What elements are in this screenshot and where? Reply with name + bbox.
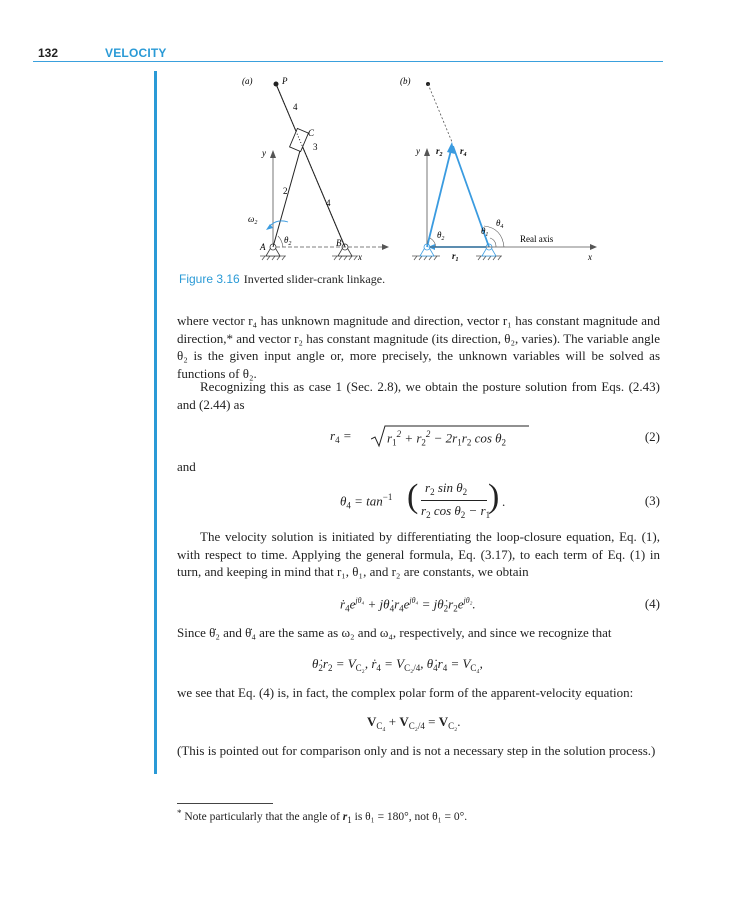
panel-a [242,76,389,262]
theta2-a-label: $\theta_2$ [284,235,292,247]
extension-line [428,84,452,142]
omega-label: $\omega_2$ [248,214,258,226]
panel-a-label: (a) [242,76,253,86]
eq-number-3: (3) [644,493,660,508]
panel-b-label: (b) [400,76,411,86]
header-rule [33,61,663,62]
margin-bar [154,71,157,774]
figure-3-16 [190,70,610,270]
equation-4: $ṙ_4e^{j\theta_4}$ + $j\thetȧ_4r_4e^{j\theta_4}$ = $j\thetȧ_2r_2e^{j\theta_2}$. (4) [340,596,660,614]
point-a-label: A [260,242,266,252]
caption-text: Inverted slider-crank linkage. [243,272,386,286]
and-text: and [177,459,196,474]
paragraph-2: Recognizing this as case 1 (Sec. 2.8), we obtain the posture solution from Eqs. (2.43) and (2.44) as [177,379,660,412]
paragraph-5: we see that Eq. (4) is, in fact, the complex polar form of the apparent-velocity equation: [177,685,634,700]
equation-2: $r_4$ = $r_1^2 + r_2^2 - 2r_1r_2$ $\cos \theta_2$ (2) [177,424,660,450]
figure-caption [179,272,385,287]
theta2-b-label: $\theta_2$ [437,230,445,242]
link-2-label: 2 [283,186,288,196]
footnote: * Note particularly that the angle of $r_1$ is θ₁ = 180°, not θ₁ = 0°. [177,808,468,825]
r4-label: $r_4$ [460,146,467,158]
paragraph-6: (This is pointed out for comparison only and is not a necessary step in the solution process.) [177,743,656,758]
paragraph-4: Since θ̇₂ and θ̇₄ are the same as ω₂ and ω₄, respectively, and since we recognize that [177,625,612,640]
footnote-rule [177,803,273,804]
paragraph-3: The velocity solution is initiated by differentiating the loop-closure equation, Eq. (1), with respect to time. Applying the general formula, Eq. (3.17), to each term of Eq. (1) in turn, and keeping in mind that r₁, θ₁, and r₂ are constants, we obtain [177,529,660,579]
footnote-text-a: Note particularly that the angle of [184,811,340,823]
page-number: 132 [38,46,59,60]
axis-y-b: y [416,146,420,156]
link-4-right-label: 4 [326,198,331,208]
link-3-label: 3 [313,142,318,152]
eq-number-4: (4) [644,596,660,611]
point-b-label: B [336,238,342,248]
point-p-label: P [282,76,288,86]
r2-label: $r_2$ [436,146,443,158]
footnote-text-b: is θ₁ = 180°, not θ₁ = 0°. [354,811,468,823]
equation-3: $\theta_4 = \tan^{-1}$ ( $r_2$ $\sin \theta_2$ $r_2$ $\cos \theta_2 - r_1$ ) . (3) [340,478,660,520]
theta4-label: $\theta_4$ [496,218,504,230]
r1-label: $r_1$ [452,251,459,263]
axis-x-b: x [588,252,592,262]
link-4-top-label: 4 [293,102,298,112]
link-2 [273,140,303,247]
section-title: VELOCITY [105,46,167,60]
eq-number-2: (2) [644,429,660,444]
axis-y-a: y [262,148,266,158]
real-axis-label: Real axis [520,234,554,244]
axis-x-a: x [358,252,362,262]
ground-hatch-a [260,256,358,260]
slider-block [290,128,309,151]
paragraph-1: where vector r₄ has unknown magnitude and direction, vector r₁ has constant magnitude and direction,* and vector r₂ has constant magnitude (its direction, θ₂, varies). The variable angle θ₂ is the given input angle or, more precisely, the unknown variables will be solved as functions of θ₂. [177,313,660,381]
footnote-mark: * [177,808,182,818]
panel-b [400,76,597,263]
figure-label: Figure 3.16 [179,272,240,286]
theta1-label: $\theta_1$ [481,226,489,238]
point-c-label: C [308,128,315,138]
